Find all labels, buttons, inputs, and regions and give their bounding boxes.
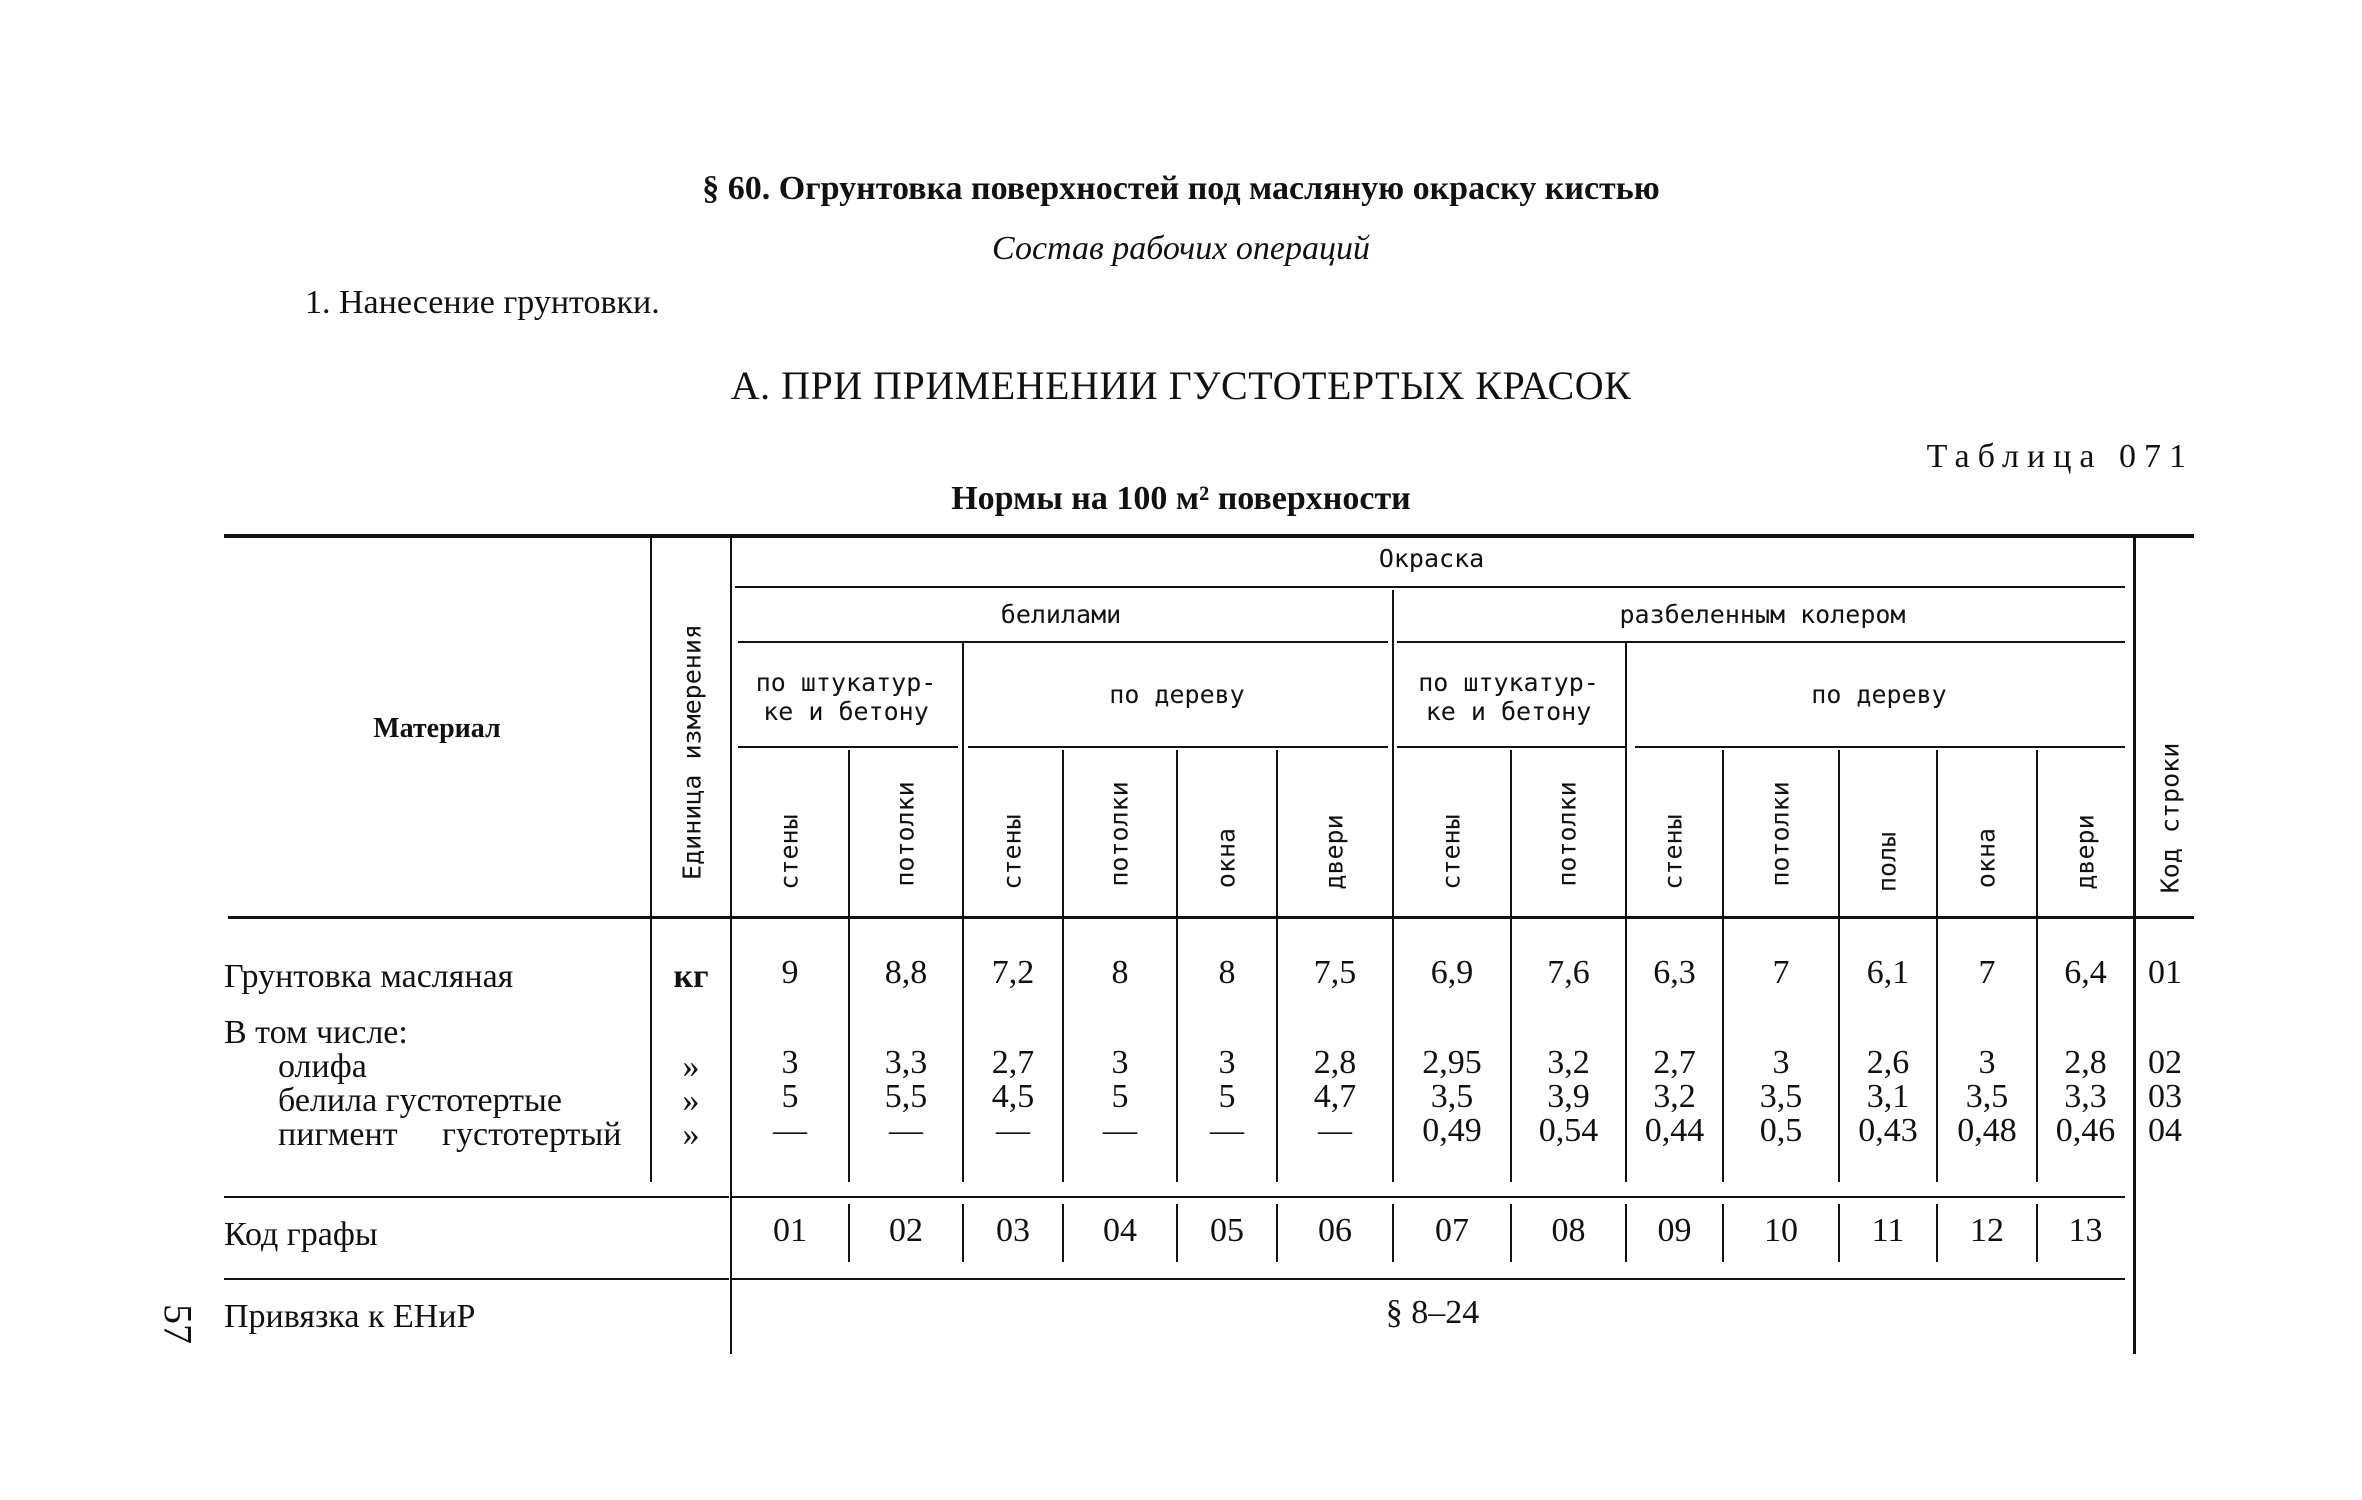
table-cell: 6,9 (1430, 954, 1474, 991)
table-cell: 5,5 (884, 1078, 928, 1115)
table-cell: 3 (1772, 1044, 1790, 1081)
table-cell: 9 (781, 954, 799, 991)
table-cell: 3,9 (1547, 1078, 1590, 1115)
column-code: 01 (773, 1212, 807, 1249)
reference-value: § 8–24 (1385, 1294, 1480, 1331)
header-material: Материал (373, 713, 501, 744)
table-cell: 4,7 (1313, 1078, 1357, 1115)
table-cell: 2,6 (1866, 1044, 1910, 1081)
table-cell: 2,8 (2064, 1044, 2107, 1081)
table-cell: — (1318, 1112, 1352, 1149)
column-code: 08 (1551, 1212, 1586, 1249)
table-cell: 3,3 (884, 1044, 928, 1081)
header-col-ceilings: потолки (1765, 781, 1795, 887)
table-cell: — (773, 1112, 807, 1149)
table-cell: 5 (1218, 1078, 1236, 1115)
table-cell: 0,44 (1644, 1112, 1705, 1149)
operation-item: 1. Нанесение грунтовки. (305, 284, 660, 321)
unit-white: » (682, 1082, 700, 1119)
header-col-doors: двери (1319, 814, 1349, 890)
table-cell: 6,3 (1653, 954, 1696, 991)
column-code: 02 (889, 1212, 923, 1249)
header-col-walls: стены (1436, 814, 1466, 890)
table-cell: 3 (1218, 1044, 1236, 1081)
table-cell: 2,7 (1653, 1044, 1696, 1081)
table-cell: 5 (1111, 1078, 1129, 1115)
table-cell: 4,5 (991, 1078, 1035, 1115)
header-tint-wood: по дереву (1811, 680, 1947, 709)
table-cell: 0,46 (2055, 1112, 2116, 1149)
table-cell: 8,8 (884, 954, 928, 991)
table-cell: 3 (1111, 1044, 1129, 1081)
table-cell: 3,5 (1965, 1078, 2009, 1115)
table-cell: 0,49 (1422, 1112, 1482, 1149)
column-code: 10 (1764, 1212, 1798, 1249)
header-tint: разбеленным колером (1619, 600, 1906, 629)
column-code: 07 (1435, 1212, 1469, 1249)
table-cell: 0,5 (1759, 1112, 1803, 1149)
table-cell: 3,5 (1759, 1078, 1803, 1115)
table-cell: 3,5 (1430, 1078, 1474, 1115)
header-col-ceilings: потолки (1104, 781, 1134, 887)
row-label-primer: Грунтовка масляная (224, 958, 514, 995)
table-cell: — (996, 1112, 1030, 1149)
header-col-walls: стены (774, 814, 804, 890)
row-code: 02 (2148, 1044, 2182, 1081)
header-col-windows: окна (1211, 827, 1241, 889)
table-label: Таблица 071 (1926, 438, 2194, 475)
row-code: 03 (2148, 1078, 2182, 1115)
unit-primer: кг (673, 958, 709, 995)
header-painting: Окраска (1378, 544, 1485, 573)
header-col-doors: двери (2070, 814, 2100, 890)
section-title: § 60. Огрунтовка поверхностей под масляную окраску кистью (702, 170, 1660, 207)
header-row-code: Код строки (2155, 742, 2185, 894)
row-label-white: белила густотертые (278, 1082, 562, 1119)
header-white-plaster: по штукатур- ке и бетону (755, 668, 937, 726)
header-tint-plaster: по штукатур- ке и бетону (1418, 668, 1599, 726)
table-cell: 3,3 (2064, 1078, 2107, 1115)
subtitle: Состав рабочих операций (992, 230, 1370, 267)
header-col-ceilings: потолки (890, 781, 920, 887)
table-cell: 3,1 (1866, 1078, 1910, 1115)
page-number: 57 (155, 1304, 201, 1344)
part-title: А. ПРИ ПРИМЕНЕНИИ ГУСТОТЕРТЫХ КРАСОК (730, 363, 1632, 408)
row-code: 01 (2148, 954, 2182, 991)
table-cell: 8 (1218, 954, 1236, 991)
column-code: 05 (1210, 1212, 1244, 1249)
table-cell: 8 (1111, 954, 1129, 991)
table-caption: Нормы на 100 м² поверхности (951, 480, 1411, 517)
column-code: 04 (1103, 1212, 1137, 1249)
column-code: 09 (1657, 1212, 1692, 1249)
column-code: 13 (2068, 1212, 2103, 1249)
header-col-ceilings: потолки (1552, 781, 1582, 887)
table-cell: 5 (781, 1078, 799, 1115)
row-label-olifa: олифа (278, 1048, 367, 1085)
header-white-wood: по дереву (1109, 680, 1245, 709)
table-cell: 7 (1772, 954, 1790, 991)
table-cell: 3 (1978, 1044, 1996, 1081)
header-col-floors: полы (1872, 831, 1902, 893)
table-cell: — (889, 1112, 923, 1149)
row-code: 04 (2148, 1112, 2182, 1149)
table-cell: 6,1 (1866, 954, 1910, 991)
table-cell: — (1210, 1112, 1244, 1149)
table-cell: 7,2 (991, 954, 1035, 991)
header-col-walls: стены (997, 814, 1027, 890)
table-cell: 0,48 (1957, 1112, 2017, 1149)
table-cell: 7,5 (1313, 954, 1357, 991)
header-unit: Единица измерения (677, 624, 707, 880)
table-cell: 3,2 (1547, 1044, 1590, 1081)
table-cell: 7,6 (1547, 954, 1590, 991)
table-cell: 2,8 (1313, 1044, 1357, 1081)
table-cell: 7 (1978, 954, 1996, 991)
column-codes-label: Код графы (224, 1216, 378, 1253)
header-white: белилами (1000, 600, 1122, 629)
table-cell: 2,95 (1422, 1044, 1482, 1081)
header-col-windows: окна (1971, 827, 2001, 889)
table-cell: — (1103, 1112, 1137, 1149)
column-code: 12 (1970, 1212, 2004, 1249)
table-cell: 6,4 (2064, 954, 2107, 991)
table-cell: 0,43 (1858, 1112, 1918, 1149)
reference-label: Привязка к ЕНиР (224, 1298, 476, 1335)
table-cell: 2,7 (991, 1044, 1035, 1081)
table-cell: 0,54 (1538, 1112, 1599, 1149)
including-label: В том числе: (224, 1014, 408, 1051)
column-code: 11 (1871, 1212, 1905, 1249)
row-label-pigment: пигмент густотертый (278, 1116, 622, 1153)
table-cell: 3 (781, 1044, 799, 1081)
table-cell: 3,2 (1653, 1078, 1696, 1115)
unit-pigment: » (682, 1116, 700, 1153)
unit-olifa: » (682, 1048, 700, 1085)
column-code: 06 (1318, 1212, 1352, 1249)
column-code: 03 (996, 1212, 1030, 1249)
header-col-walls: стены (1658, 814, 1688, 890)
